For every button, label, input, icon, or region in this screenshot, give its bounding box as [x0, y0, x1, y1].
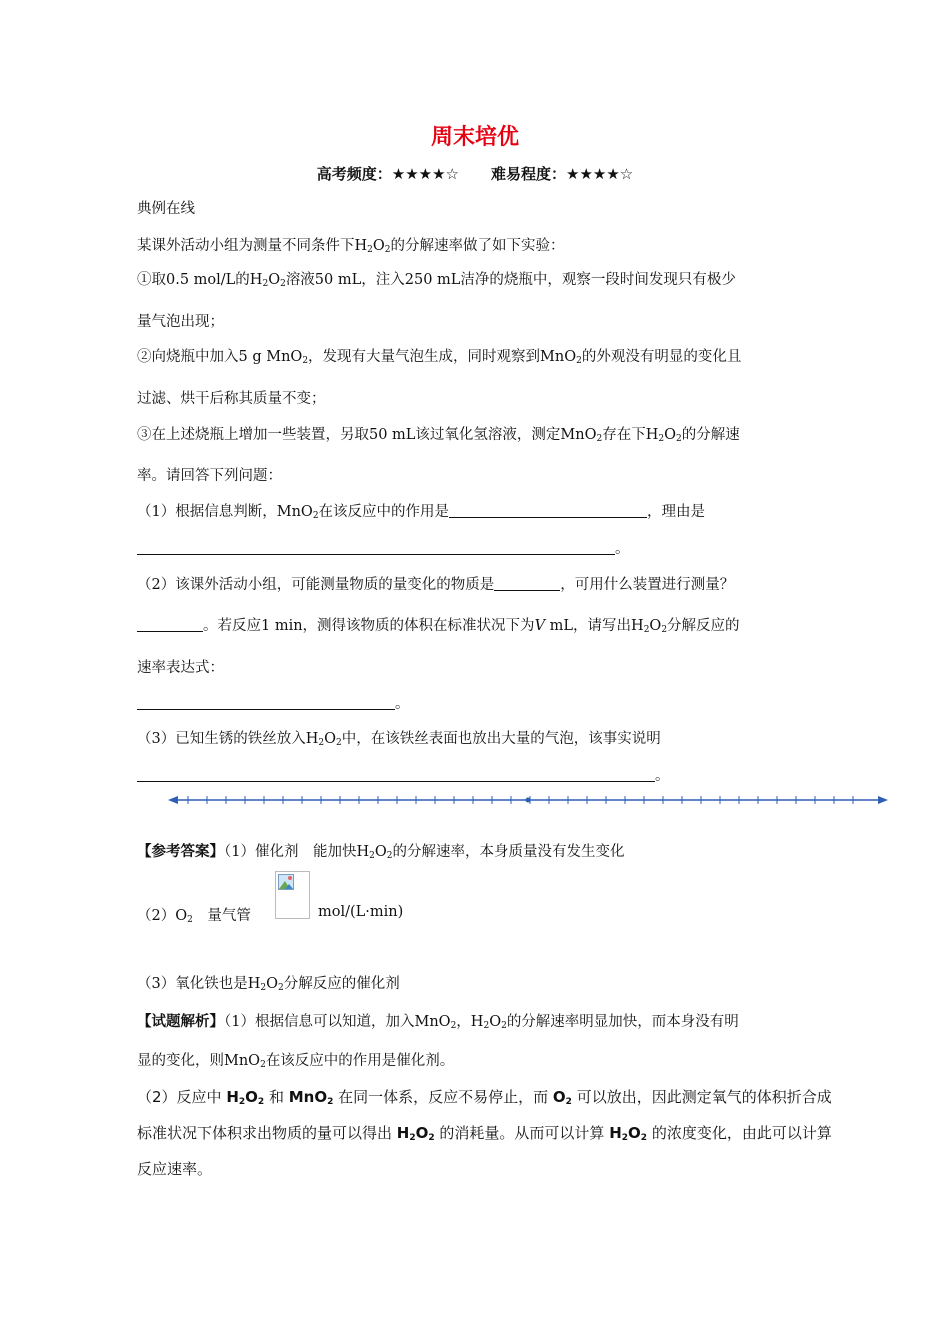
question-2: （2）该课外活动小组，可能测量物质的量变化的物质是 ，可用什么装置进行测量？ [137, 577, 735, 593]
step-2: ②向烧瓶中加入5 g MnO$_2$，发现有大量气泡生成，同时观察到MnO$_2$的外观没有明显的变化且 [137, 349, 742, 366]
frequency-label: 高考频度： [316, 165, 392, 183]
broken-image-icon [278, 874, 294, 890]
question-1: （1）根据信息判断，MnO$_2$在该反应中的作用是 ，理由是 [137, 504, 706, 521]
analysis-label: 【试题解析】 [137, 1013, 224, 1030]
question-2-answer-line: 。 [137, 692, 410, 713]
step-1: ①取0.5 mol/L的$H_2O_2$溶液50 mL，注入250 mL洁净的烧瓶中，观察一段时间发现只有极少 [137, 272, 736, 289]
divider-arrow-right [878, 796, 888, 804]
question-3: （3）已知生锈的铁丝放入$H_2O_2$中，在该铁丝表面也放出大量的气泡，该事实说明 [137, 731, 661, 748]
difficulty-label: 难易程度： [491, 165, 567, 183]
step-3-cont: 率。请回答下列问题： [137, 468, 282, 484]
divider-arrow-left [168, 796, 178, 804]
analysis-2-line3: 反应速率。 [137, 1160, 213, 1178]
section-divider [168, 791, 890, 809]
answer-blank [137, 540, 615, 555]
question-2-cont: 。若反应1 min，测得该物质的体积在标准状况下为V mL，请写出$H_2O_2$分解反应的 [137, 614, 740, 635]
section-heading: 典例在线 [137, 201, 195, 217]
rating-line [0, 163, 950, 184]
answer-label: 【参考答案】 [137, 843, 224, 860]
difficulty-stars: ★★★★☆ [566, 165, 634, 183]
analysis-2-line1: （2）反应中 $H_2O_2$ 和 MnO$_2$ 在同一体系，反应不易停止，而 $O_2$ 可以放出，因此测定氧气的体积折合成 [137, 1088, 832, 1107]
analysis-1-cont: 显的变化，则MnO$_2$在该反应中的作用是催化剂。 [137, 1053, 455, 1070]
answer-blank [494, 576, 560, 591]
question-2-rate: 速率表达式： [137, 660, 224, 676]
answer-blank [137, 695, 395, 710]
answer-blank [449, 503, 647, 518]
formula-image [275, 871, 310, 919]
step-1-cont: 量气泡出现； [137, 314, 224, 330]
step-3: ③在上述烧瓶上增加一些装置，另取50 mL该过氧化氢溶液，测定MnO$_2$存在下$H_2O_2$的分解速 [137, 427, 740, 444]
question-1-reason: 。 [137, 537, 630, 558]
answer-2-unit: mol/(L·min) [318, 904, 404, 920]
answer-3: （3）氧化铁也是$H_2O_2$分解反应的催化剂 [137, 976, 400, 993]
divider-dot [526, 798, 531, 803]
answer-2: $(2)O_2$ 量气管 [137, 908, 251, 925]
problem-intro: 某课外活动小组为测量不同条件下$H_2O_2$的分解速率做了如下实验： [137, 238, 565, 255]
page-title: 周末培优 [430, 125, 519, 150]
analysis-1: 【试题解析】（1）根据信息可以知道，加入MnO$_2$，$H_2O_2$的分解速率明显加快，而本身没有明 [137, 1013, 739, 1031]
analysis-2-line2: 标准状况下体积求出物质的量可以得出 $H_2O_2$ 的消耗量。从而可以计算 $H_2O_2$ 的浓度变化，由此可以计算 [137, 1124, 832, 1143]
answer-blank [137, 767, 655, 782]
answer-blank [137, 617, 203, 632]
frequency-stars: ★★★★☆ [391, 165, 459, 183]
question-3-answer-line: 。 [137, 764, 670, 785]
answer-1: 【参考答案】（1）催化剂 能加快$H_2O_2$的分解速率，本身质量没有发生变化 [137, 843, 625, 861]
step-2-cont: 过滤、烘干后称其质量不变； [137, 391, 326, 407]
